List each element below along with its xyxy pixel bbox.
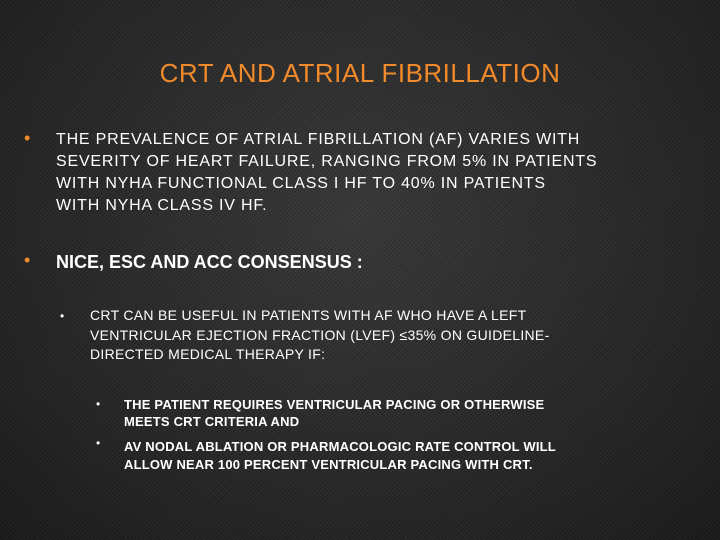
bullet4-line: MEETS CRT CRITERIA AND — [124, 414, 300, 429]
bullet1-line: WITH NYHA CLASS IV HF. — [56, 197, 268, 214]
bullet3-line: DIRECTED MEDICAL THERAPY IF: — [90, 346, 326, 362]
bullet-marker: • — [24, 128, 31, 148]
bullet5-line: ALLOW NEAR 100 PERCENT VENTRICULAR PACING WITH CRT. — [124, 457, 533, 472]
bullet2-text: NICE, ESC AND ACC CONSENSUS : — [56, 252, 363, 272]
bullet1-line: SEVERITY OF HEART FAILURE, RANGING FROM 5% IN PATIENTS — [56, 153, 598, 170]
bullet1-line: WITH NYHA FUNCTIONAL CLASS I HF TO 40% IN PATIENTS — [56, 175, 546, 192]
bullet4-line: THE PATIENT REQUIRES VENTRICULAR PACING OR OTHERWISE — [124, 397, 545, 412]
bullet5-line: AV NODAL ABLATION OR PHARMACOLOGIC RATE CONTROL WILL — [124, 439, 556, 454]
bullet-marker: • — [24, 250, 31, 270]
sub-bullet-marker: • — [60, 309, 65, 323]
slide-title: CRT AND ATRIAL FIBRILLATION — [159, 58, 561, 88]
bullet3-line: CRT CAN BE USEFUL IN PATIENTS WITH AF WHO HAVE A LEFT — [90, 307, 527, 323]
bullet1-line: THE PREVALENCE OF ATRIAL FIBRILLATION (AF) VARIES WITH — [56, 131, 581, 148]
sub-sub-bullet-marker: • — [96, 397, 101, 411]
bullet3-line: VENTRICULAR EJECTION FRACTION (LVEF) ≤35% ON GUIDELINE- — [90, 327, 550, 343]
sub-sub-bullet-marker: • — [96, 436, 101, 450]
